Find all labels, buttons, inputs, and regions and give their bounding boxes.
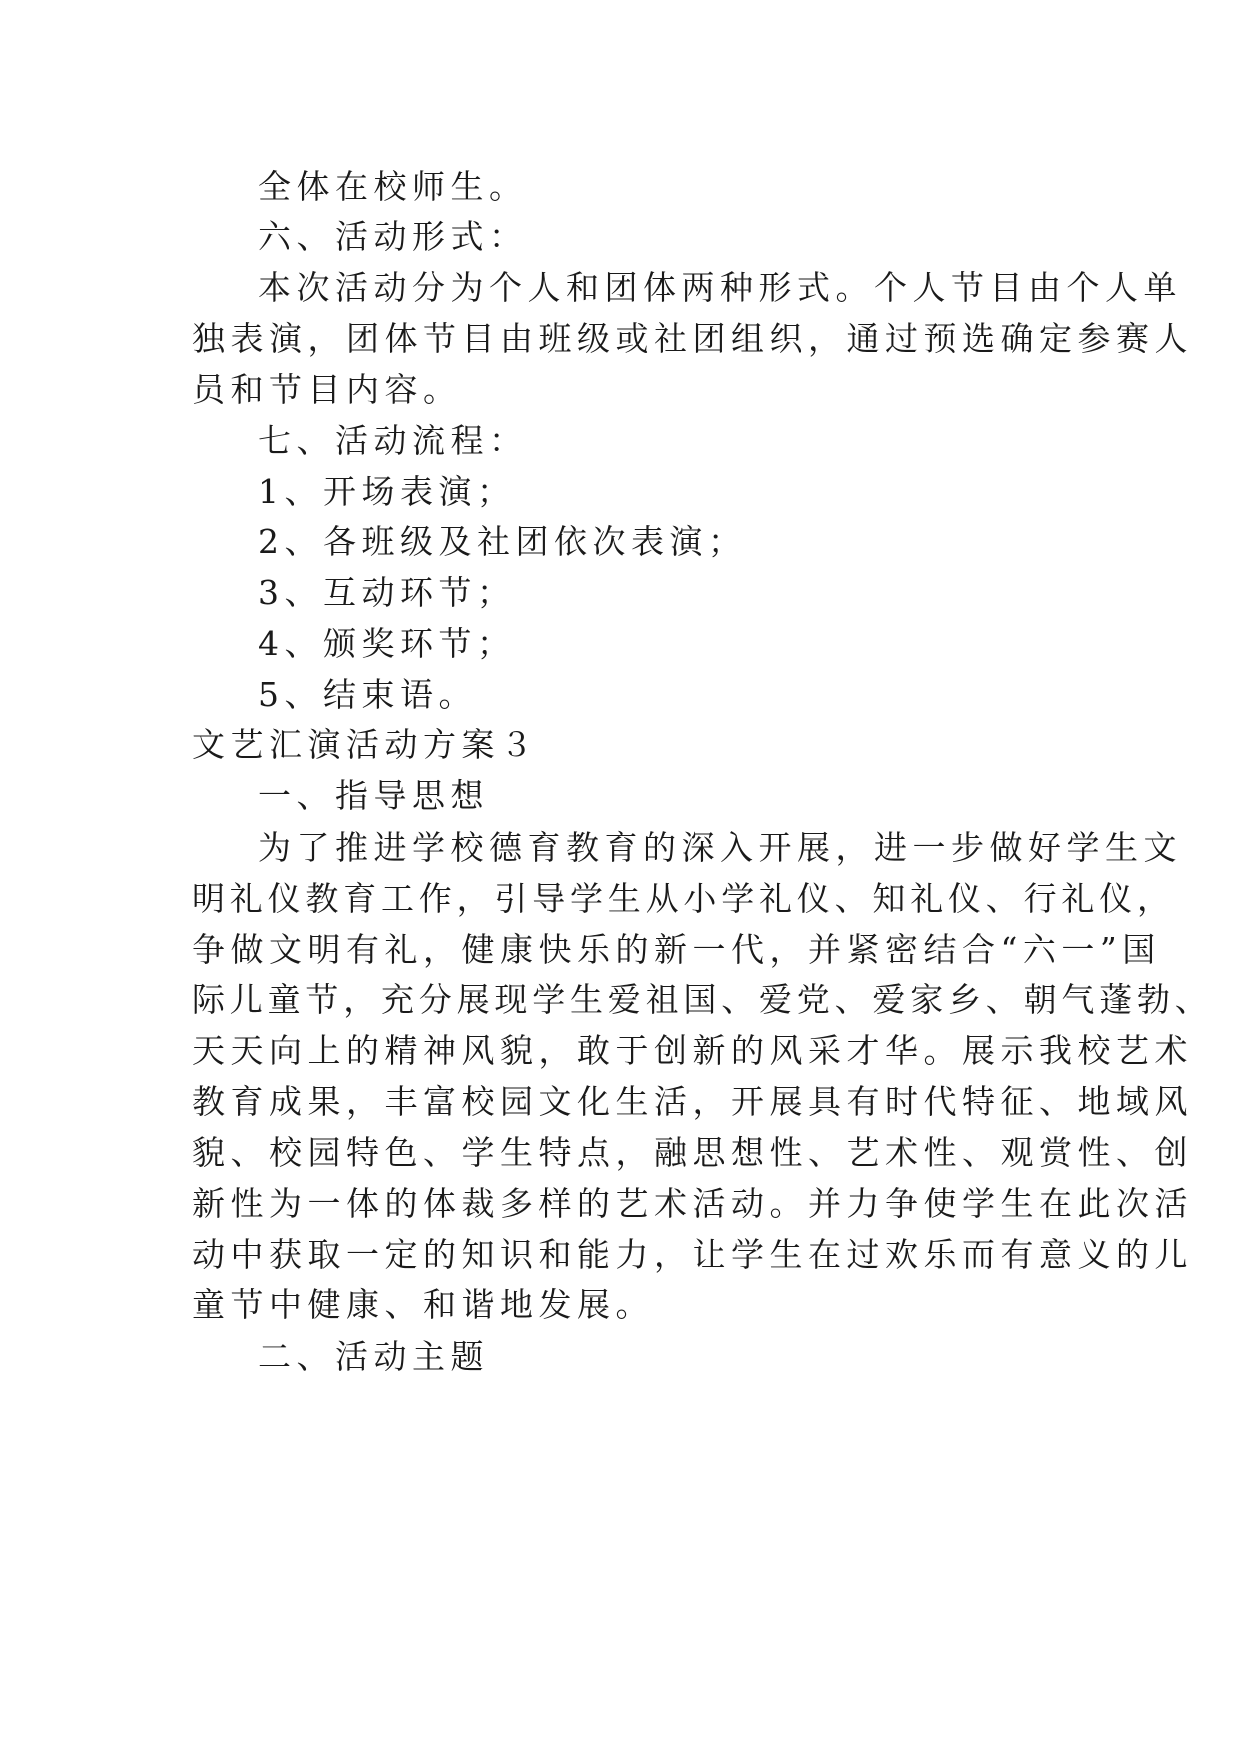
paragraph-line: 动中获取一定的知识和能力，让学生在过欢乐而有意义的儿 [192, 1235, 1193, 1274]
document-title: 文艺汇演活动方案３ [192, 725, 539, 764]
list-item: 1、开场表演； [258, 472, 516, 511]
list-item: 3、互动环节； [258, 573, 516, 612]
paragraph-line: 员和节目内容。 [192, 370, 462, 409]
paragraph-line: 教育成果，丰富校园文化生活，开展具有时代特征、地域风 [192, 1082, 1193, 1121]
paragraph-line: 天天向上的精神风貌，敢于创新的风采才华。展示我校艺术 [192, 1031, 1193, 1070]
section-heading-activity-form: 六、活动形式： [258, 217, 528, 256]
section-heading-activity-flow: 七、活动流程： [258, 421, 528, 460]
section-heading-guiding-thought: 一、指导思想 [258, 776, 489, 815]
paragraph-line: 为了推进学校德育教育的深入开展，进一步做好学生文 [258, 828, 1182, 867]
list-item: 4、颁奖环节； [258, 624, 516, 663]
paragraph-line: 际儿童节，充分展现学生爱祖国、爱党、爱家乡、朝气蓬勃、 [192, 980, 1213, 1019]
paragraph-line: 新性为一体的体裁多样的艺术活动。并力争使学生在此次活 [192, 1184, 1193, 1223]
list-item: 5、结束语。 [258, 675, 477, 714]
paragraph-line: 本次活动分为个人和团体两种形式。个人节目由个人单 [258, 268, 1182, 307]
paragraph-line: 貌、校园特色、学生特点，融思想性、艺术性、观赏性、创 [192, 1133, 1193, 1172]
paragraph-participants: 全体在校师生。 [258, 167, 528, 206]
paragraph-line: 争做文明有礼，健康快乐的新一代，并紧密结合“六一”国 [192, 930, 1161, 969]
paragraph-line: 明礼仪教育工作，引导学生从小学礼仪、知礼仪、行礼仪， [192, 879, 1175, 918]
paragraph-line: 独表演，团体节目由班级或社团组织，通过预选确定参赛人 [192, 319, 1193, 358]
section-heading-activity-theme: 二、活动主题 [258, 1337, 489, 1376]
paragraph-line: 童节中健康、和谐地发展。 [192, 1285, 654, 1324]
list-item: 2、各班级及社团依次表演； [258, 522, 747, 561]
